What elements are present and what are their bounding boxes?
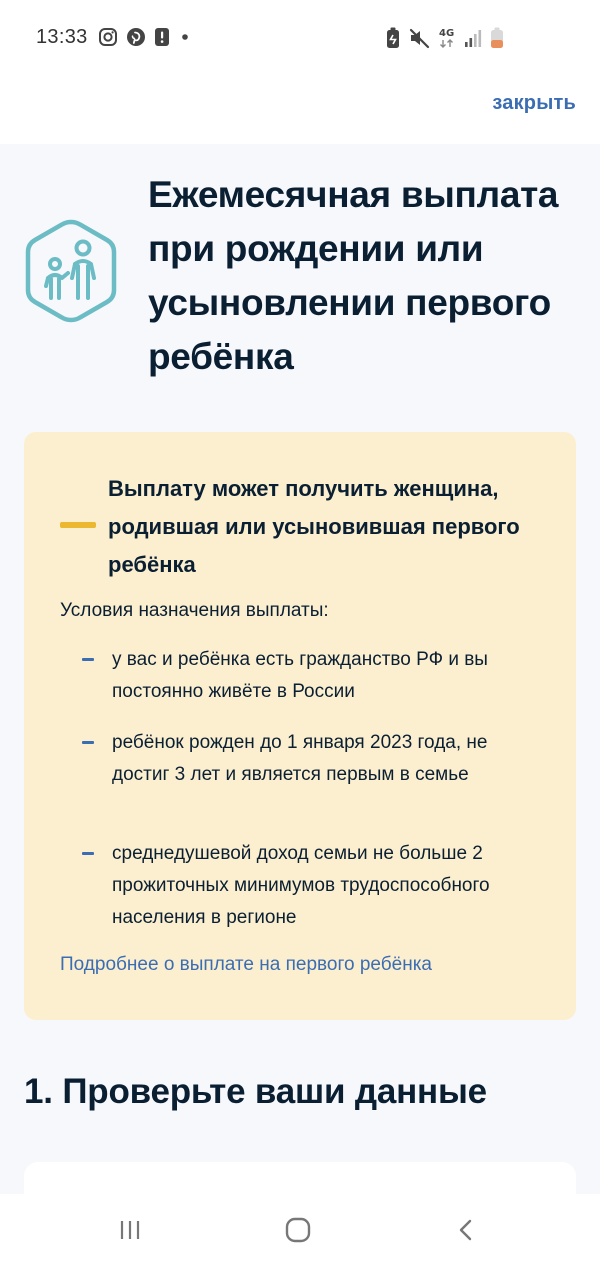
bullet-dash-icon (82, 741, 94, 744)
network-4g-label: 4G (439, 28, 455, 39)
eligibility-card (24, 432, 576, 1020)
battery-icon (490, 27, 504, 49)
dot-icon (178, 27, 192, 47)
condition-text: среднедушевой доход семьи не больше 2 прожиточных минимумов трудоспособного населения в регионе (112, 843, 490, 928)
signal-icon (464, 28, 482, 48)
instagram-icon (98, 27, 118, 47)
condition-text: ребёнок рожден до 1 января 2023 года, не достиг 3 лет и является первым в семье (112, 732, 488, 785)
top-bar (0, 76, 600, 144)
network-4g-icon (438, 26, 456, 50)
family-hexagon-icon (24, 218, 118, 324)
condition-text: у вас и ребёнка есть гражданство РФ и вы постоянно живёте в России (112, 649, 488, 702)
conditions-title: Условия назначения выплаты: (60, 600, 329, 621)
eligibility-highlight: Выплату может получить женщина, родившая или усыновившая первого ребёнка (108, 476, 520, 577)
more-info-link[interactable]: Подробнее о выплате на первого ребёнка (60, 954, 432, 975)
highlight-marker (60, 522, 96, 528)
mute-icon (408, 27, 430, 49)
home-icon[interactable] (268, 1212, 328, 1248)
status-bar (0, 0, 600, 76)
status-icons-left (98, 27, 192, 47)
pinterest-icon (126, 27, 146, 47)
alert-icon (154, 27, 170, 47)
page-title: Ежемесячная выплата при рождении или усыновлении первого ребёнка (148, 174, 559, 377)
close-link[interactable]: закрыть (492, 92, 576, 114)
back-icon[interactable] (436, 1212, 496, 1248)
section-title: 1. Проверьте ваши данные (24, 1072, 487, 1111)
status-icons-right (386, 26, 504, 50)
bullet-dash-icon (82, 852, 94, 855)
battery-saver-icon (386, 27, 400, 49)
navigation-bar (0, 1194, 600, 1266)
recent-apps-icon[interactable] (100, 1212, 160, 1248)
status-time: 13:33 (36, 26, 88, 48)
page-header (24, 168, 576, 378)
bullet-dash-icon (82, 658, 94, 661)
